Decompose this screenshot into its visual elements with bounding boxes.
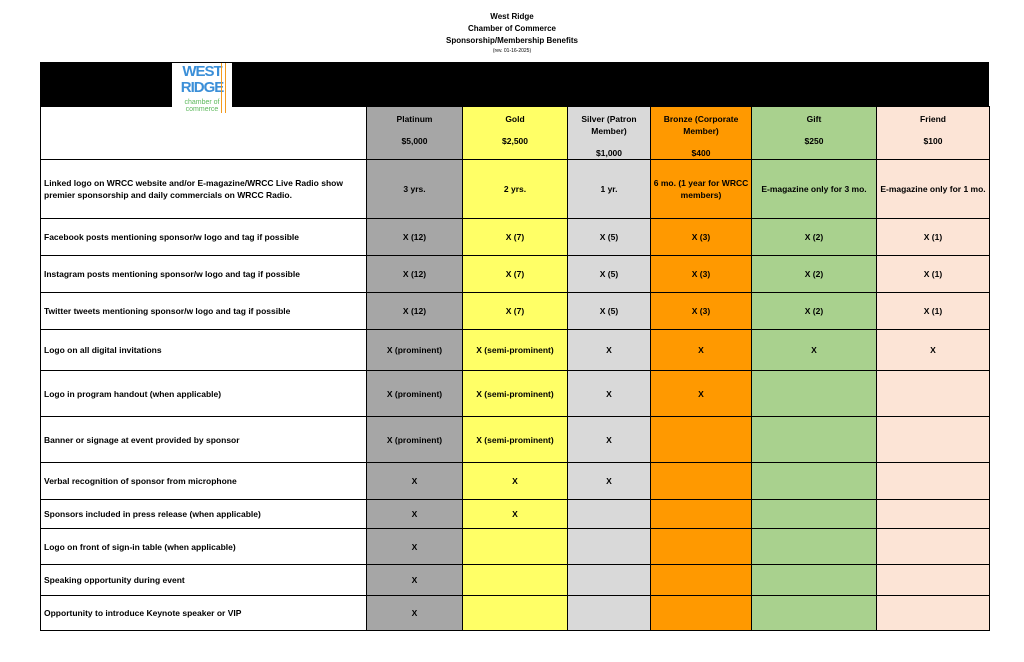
benefit-value: X (12): [367, 293, 463, 330]
benefit-label: Banner or signage at event provided by sponsor: [41, 417, 367, 463]
logo-text: RIDGE: [180, 79, 224, 96]
benefit-value: X (7): [463, 256, 568, 293]
benefit-value: X (5): [568, 219, 651, 256]
level-price: $1,000: [596, 148, 622, 158]
benefit-value: [752, 565, 877, 596]
benefit-value: [568, 596, 651, 631]
benefit-value: X: [463, 500, 568, 529]
benefit-label: Facebook posts mentioning sponsor/w logo and tag if possible: [41, 219, 367, 256]
doc-title-line3: Sponsorship/Membership Benefits: [445, 36, 579, 45]
table-row: [41, 219, 990, 256]
logo-text: commerce: [185, 106, 219, 113]
benefit-value: [877, 500, 990, 529]
benefit-value: X: [463, 463, 568, 500]
logo-text: chamber of: [184, 99, 220, 106]
benefit-value: X (1): [877, 293, 990, 330]
benefit-value: X: [877, 330, 990, 371]
level-price: $250: [804, 136, 824, 146]
benefit-value: X: [367, 596, 463, 631]
benefit-value: X (2): [752, 219, 877, 256]
doc-title-line1: West Ridge: [490, 12, 534, 21]
benefit-value: [752, 596, 877, 631]
benefits-table: [40, 106, 990, 631]
benefit-value: X (1): [877, 256, 990, 293]
table-row: [41, 371, 990, 417]
benefit-value: [651, 565, 752, 596]
benefit-value: X (12): [367, 219, 463, 256]
benefit-value: 2 yrs.: [463, 160, 568, 219]
benefit-value: [651, 417, 752, 463]
benefit-value: X: [568, 417, 651, 463]
table-row: [41, 256, 990, 293]
table-row: [41, 565, 990, 596]
benefit-value: [463, 565, 568, 596]
benefit-value: X: [367, 529, 463, 565]
level-header: [752, 107, 877, 160]
benefit-value: X: [651, 371, 752, 417]
benefit-label: Speaking opportunity during event: [41, 565, 367, 596]
west-ridge-logo: [172, 63, 232, 115]
benefit-value: X (7): [463, 293, 568, 330]
level-price: $400: [691, 148, 711, 158]
benefit-value: E-magazine only for 3 mo.: [752, 160, 877, 219]
benefit-value: X (5): [568, 293, 651, 330]
benefit-value: [463, 596, 568, 631]
benefit-value: X (7): [463, 219, 568, 256]
table-title: Sponsorship and Membership Levels/Benefits: [41, 107, 367, 160]
benefit-value: X: [568, 463, 651, 500]
benefit-value: [463, 529, 568, 565]
benefit-value: [877, 529, 990, 565]
benefit-value: [651, 596, 752, 631]
benefit-value: [752, 529, 877, 565]
table-row: [41, 417, 990, 463]
benefit-label: Verbal recognition of sponsor from microphone: [41, 463, 367, 500]
benefit-value: X (3): [651, 256, 752, 293]
benefit-value: X (2): [752, 256, 877, 293]
level-name: Gift: [806, 114, 822, 124]
logo-text: WEST: [182, 63, 222, 80]
benefit-value: [752, 417, 877, 463]
level-name: Bronze (Corporate Member): [663, 114, 739, 136]
benefit-value: [752, 500, 877, 529]
benefit-value: X: [367, 463, 463, 500]
level-header: [568, 107, 651, 160]
benefit-value: X (semi-prominent): [463, 330, 568, 371]
benefit-value: X (3): [651, 293, 752, 330]
benefit-value: X: [367, 565, 463, 596]
benefit-value: 3 yrs.: [367, 160, 463, 219]
level-price: $2,500: [502, 136, 528, 146]
benefit-value: X (prominent): [367, 417, 463, 463]
benefit-label: Sponsors included in press release (when applicable): [41, 500, 367, 529]
benefit-value: X: [752, 330, 877, 371]
table-row: [41, 596, 990, 631]
benefit-value: 1 yr.: [568, 160, 651, 219]
benefit-label: Logo on all digital invitations: [41, 330, 367, 371]
benefit-value: E-magazine only for 1 mo.: [877, 160, 990, 219]
level-name: Silver (Patron Member): [581, 114, 637, 136]
benefit-value: X (semi-prominent): [463, 371, 568, 417]
level-header: [877, 107, 990, 160]
benefit-value: X (3): [651, 219, 752, 256]
level-header: [463, 107, 568, 160]
level-name: Gold: [505, 114, 525, 124]
benefit-label: Logo on front of sign-in table (when applicable): [41, 529, 367, 565]
table-row: [41, 463, 990, 500]
table-row: [41, 293, 990, 330]
benefit-value: [568, 500, 651, 529]
table-row: [41, 160, 990, 219]
level-price: $100: [923, 136, 943, 146]
benefit-value: [651, 463, 752, 500]
benefit-value: X (semi-prominent): [463, 417, 568, 463]
level-name: Platinum: [396, 114, 433, 124]
level-header: [651, 107, 752, 160]
benefit-value: X (prominent): [367, 371, 463, 417]
benefit-value: X: [651, 330, 752, 371]
benefit-value: [752, 463, 877, 500]
benefit-value: [651, 500, 752, 529]
benefit-label: Opportunity to introduce Keynote speaker or VIP: [41, 596, 367, 631]
table-row: [41, 529, 990, 565]
benefit-value: X (1): [877, 219, 990, 256]
benefit-value: [877, 417, 990, 463]
table-row: [41, 330, 990, 371]
benefit-label: Instagram posts mentioning sponsor/w logo and tag if possible: [41, 256, 367, 293]
benefit-value: X (5): [568, 256, 651, 293]
benefit-value: X (12): [367, 256, 463, 293]
benefit-label: Linked logo on WRCC website and/or E-magazine/WRCC Live Radio show premier sponsorship and daily commercials on WRCC Radio.: [41, 160, 367, 219]
benefit-value: [877, 596, 990, 631]
level-name: Friend: [920, 114, 946, 124]
level-price: $5,000: [401, 136, 428, 146]
benefit-value: X (2): [752, 293, 877, 330]
benefit-value: [568, 529, 651, 565]
benefit-label: Twitter tweets mentioning sponsor/w logo and tag if possible: [41, 293, 367, 330]
level-header: [367, 107, 463, 160]
table-row: [41, 500, 990, 529]
doc-title-line2: Chamber of Commerce: [467, 24, 557, 33]
benefit-value: X: [568, 371, 651, 417]
benefit-value: [568, 565, 651, 596]
benefit-value: [877, 371, 990, 417]
benefit-value: X: [367, 500, 463, 529]
benefit-value: X (prominent): [367, 330, 463, 371]
benefit-label: Logo in program handout (when applicable): [41, 371, 367, 417]
benefit-value: [651, 529, 752, 565]
benefit-value: 6 mo. (1 year for WRCC members): [651, 160, 752, 219]
benefit-value: X: [568, 330, 651, 371]
benefit-value: [877, 463, 990, 500]
benefit-value: [877, 565, 990, 596]
revision-date: (rev. 01-16-2025): [492, 48, 532, 54]
benefit-value: [752, 371, 877, 417]
